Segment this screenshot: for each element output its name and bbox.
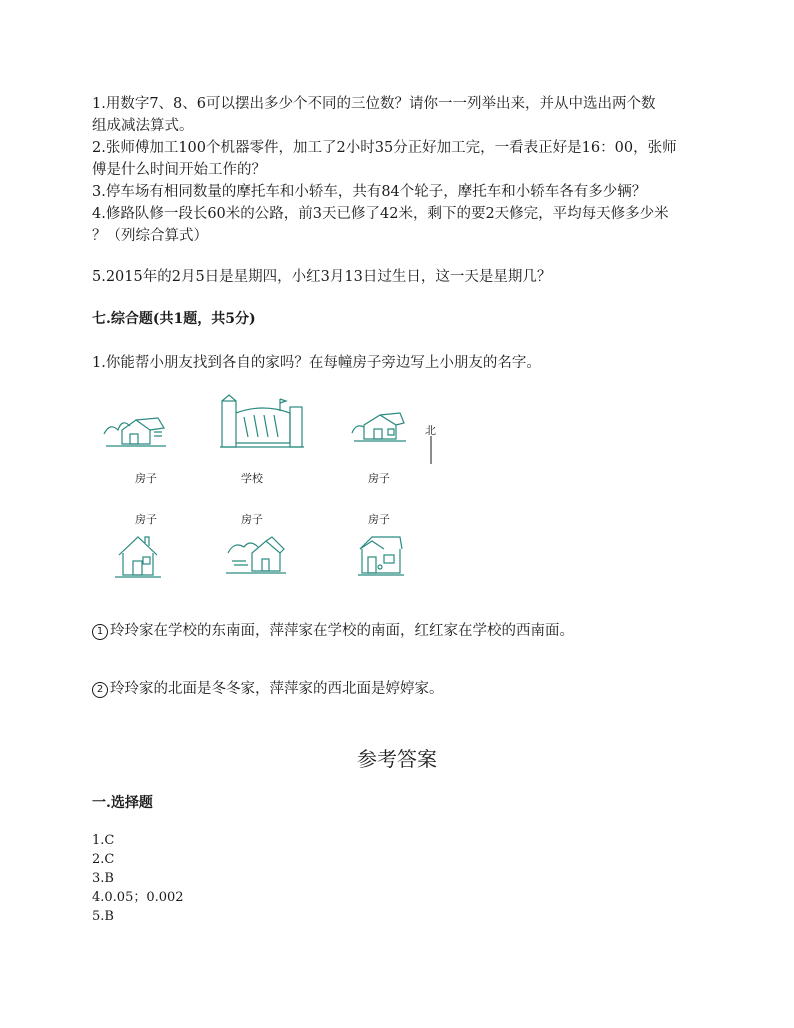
school-picture — [218, 393, 306, 451]
question-3: 3.停车场有相同数量的摩托车和小轿车，共有84个轮子，摩托车和小轿车各有多少辆？ — [92, 184, 647, 200]
answer-item: 4.0.05；0.002 — [92, 890, 184, 905]
answer-item: 1.C — [92, 833, 115, 848]
question-4-line-2: ？（列综合算式） — [92, 228, 208, 244]
clue-2 — [92, 679, 444, 699]
caption-house-1: 房子 — [135, 472, 157, 485]
question-1-line-2: 组成减法算式。 — [92, 118, 194, 134]
question-1-line-1: 1.用数字7、8、6可以摆出多少个不同的三位数？请你一一列举出来，并从中选出两个数 — [92, 96, 656, 112]
question-5: 5.2015年的2月5日是星期四，小红3月13日过生日，这一天是星期几？ — [92, 269, 552, 285]
caption-house-3: 房子 — [135, 513, 157, 526]
house-picture-bottom-right — [356, 531, 406, 577]
house-picture-top-right — [350, 407, 408, 443]
answers-section-1-heading: 一.选择题 — [92, 795, 153, 811]
clue-2-number: 2 — [92, 682, 108, 698]
caption-house-2: 房子 — [368, 472, 390, 485]
caption-house-4: 房子 — [241, 513, 263, 526]
section-7-heading: 七.综合题(共1题，共5分) — [92, 311, 256, 327]
clue-1-text: 玲玲家在学校的东南面，萍萍家在学校的南面，红红家在学校的西南面。 — [110, 623, 574, 639]
question-2-line-1: 2.张师傅加工100个机器零件，加工了2小时35分正好加工完，一看表正好是16：00，张师 — [92, 140, 677, 156]
caption-school: 学校 — [241, 472, 263, 485]
answer-item: 2.C — [92, 852, 115, 867]
house-picture-bottom-middle — [224, 531, 288, 577]
question-4-line-1: 4.修路队修一段长60米的公路，前3天已修了42米，剩下的要2天修完，平均每天修多少米 — [92, 206, 669, 222]
caption-house-5: 房子 — [368, 513, 390, 526]
answer-item: 5.B — [92, 909, 114, 924]
house-picture-top-left — [102, 404, 168, 450]
clue-1 — [92, 621, 574, 641]
question-2-line-2: 傅是什么时间开始工作的？ — [92, 162, 266, 178]
north-label: 北 — [425, 424, 436, 437]
answer-item: 3.B — [92, 871, 114, 886]
section-7-question-1: 1.你能帮小朋友找到各自的家吗？在每幢房子旁边写上小朋友的名字。 — [92, 355, 541, 371]
answers-title: 参考答案 — [357, 747, 437, 771]
clue-2-text: 玲玲家的北面是冬冬家，萍萍家的西北面是婷婷家。 — [110, 681, 444, 697]
clue-1-number: 1 — [92, 624, 108, 640]
house-picture-bottom-left — [113, 531, 163, 579]
